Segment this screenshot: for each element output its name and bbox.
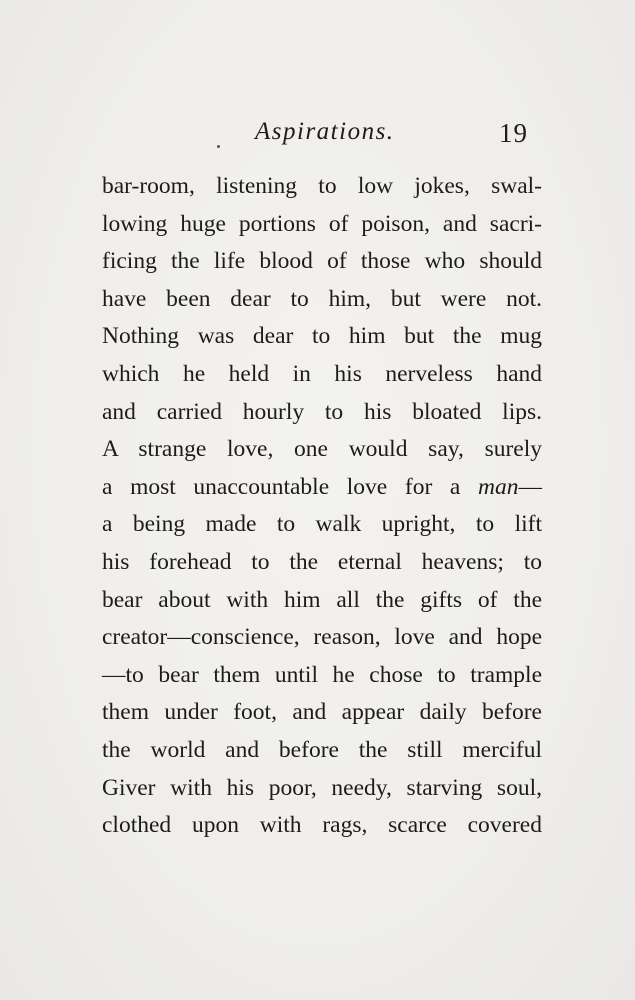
em-dash: — xyxy=(518,473,542,500)
text-line: and carried hourly to his bloated lips. xyxy=(102,398,542,425)
emphasized-word: man xyxy=(478,473,519,500)
page-number: 19 xyxy=(499,118,528,148)
text-line: bear about with him all the gifts of the xyxy=(102,586,542,613)
running-title: Aspirations. xyxy=(255,118,395,145)
text-line: A strange love, one would say, surely xyxy=(102,436,542,463)
text-line: —to bear them until he chose to trample xyxy=(102,661,542,688)
text-line: have been dear to him, but were not. xyxy=(102,285,542,312)
text-line: creator—conscience, reason, love and hope xyxy=(102,624,542,651)
text-line: clothed upon with rags, scarce covered xyxy=(102,812,542,839)
text-line: ficing the life blood of those who should xyxy=(102,248,542,275)
text-line: lowing huge portions of poison, and sacri- xyxy=(102,210,542,237)
text-line: them under foot, and appear daily before xyxy=(102,699,542,726)
text-segment: a most unaccountable love for a xyxy=(102,473,479,500)
body-text xyxy=(102,168,542,845)
text-line-with-emphasis xyxy=(102,469,542,507)
text-line: bar-room, listening to low jokes, swal- xyxy=(102,173,542,199)
text-line: Giver with his poor, needy, starving soul, xyxy=(102,774,542,801)
text-line: his forehead to the eternal heavens; to xyxy=(102,548,542,575)
text-line: which he held in his nerveless hand xyxy=(102,360,542,387)
text-line: the world and before the still merciful xyxy=(102,736,542,763)
text-line: Nothing was dear to him but the mug xyxy=(102,323,542,350)
text-line: a being made to walk upright, to lift xyxy=(102,511,542,538)
ink-mark xyxy=(217,145,220,148)
